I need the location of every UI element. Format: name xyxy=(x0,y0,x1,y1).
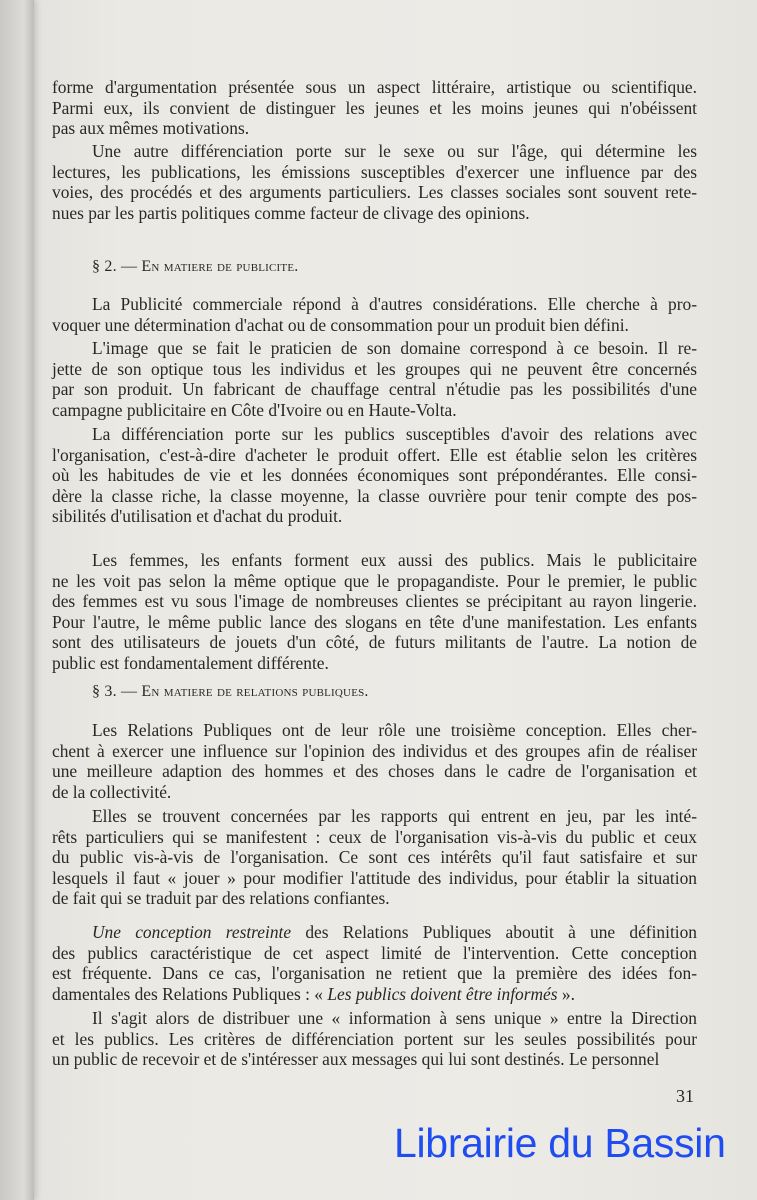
text-line: sont des utilisateurs de jouets d'un côté, de futurs militants de l'autre. La notion de xyxy=(52,632,697,653)
text-line: jette de son optique tous les individus et les groupes qui ne peuvent être concernés xyxy=(52,358,697,379)
text-line: La différenciation porte sur les publics susceptibles d'avoir des relations avec xyxy=(92,424,697,444)
text-line: des femmes est vu sous l'image de nombreuses clientes se précipitant au rayon lingerie. xyxy=(52,591,697,612)
text-line: Les Relations Publiques ont de leur rôle une troisième conception. Elles cher- xyxy=(92,720,697,740)
text-line: nues par les partis politiques comme facteur de clivage des opinions. xyxy=(52,202,530,223)
text-line: Les femmes, les enfants forment eux aussi des publics. Mais le publicitaire xyxy=(92,550,697,570)
section-heading-publicite: § 2. — En matiere de publicite. xyxy=(92,258,299,275)
italic-text: Les publics doivent être informés xyxy=(327,983,558,1004)
text-segment: des Relations Publiques aboutit à une définition xyxy=(291,922,697,942)
section-heading-relations-publiques: § 3. — En matiere de relations publiques. xyxy=(92,683,369,700)
text-line: l'organisation, c'est-à-dire d'acheter le produit offert. Elle est établie selon les critères xyxy=(52,444,697,465)
text-line: un public de recevoir et de s'intéresser aux messages qui lui sont destinés. Le personnel xyxy=(52,1049,660,1070)
text-line: où les habitudes de vie et les données économiques sont prépondérantes. Elle consi- xyxy=(52,465,697,486)
text-line: voies, des procédés et des arguments particuliers. Les classes sociales sont souvent rete- xyxy=(52,182,697,203)
text-line: de la collectivité. xyxy=(52,781,172,802)
paragraph xyxy=(52,806,697,909)
text-line: pas aux mêmes motivations. xyxy=(52,118,250,139)
text-line: rêts particuliers qui se manifestent : ceux de l'organisation vis-à-vis du public et ceux xyxy=(52,826,697,847)
text-segment: damentales des Relations Publiques : « xyxy=(52,983,328,1004)
text-line: chent à exercer une influence sur l'opinion des individus et des groupes afin de réaliser xyxy=(52,740,697,761)
paragraph xyxy=(52,338,697,420)
paragraph xyxy=(52,77,697,139)
text-line: est fréquente. Dans ce cas, l'organisation ne retient que la première des idées fon- xyxy=(52,963,697,984)
text-line: lectures, les publications, les émissions susceptibles d'exercer une influence par des xyxy=(52,161,697,182)
text-line: Une autre différenciation porte sur le sexe ou sur l'âge, qui détermine les xyxy=(92,141,697,161)
text-line: des publics caractéristique de cet aspect limité de l'intervention. Cette conception xyxy=(52,942,697,963)
text-line: Pour l'autre, le même public lance des slogans en tête d'une manifestation. Les enfants xyxy=(52,611,697,632)
paragraph xyxy=(52,720,697,802)
paragraph xyxy=(52,1008,697,1070)
text-line: une meilleure adaption des hommes et des choses dans le cadre de l'organisation et xyxy=(52,761,697,782)
watermark: Librairie du Bassin xyxy=(394,1120,726,1166)
italic-text: Une conception restreinte xyxy=(92,922,292,942)
text-line: dère la classe riche, la classe moyenne, la classe ouvrière pour tenir compte des pos- xyxy=(52,485,697,506)
text-line: Il s'agit alors de distribuer une « information à sens unique » entre la Direction xyxy=(92,1008,697,1028)
text-line: public est fondamentalement différente. xyxy=(52,652,329,673)
text-line: L'image que se fait le praticien de son domaine correspond à ce besoin. Il re- xyxy=(92,338,697,358)
text-line: par son produit. Un fabricant de chauffage central n'étudie pas les possibilités d'une xyxy=(52,379,697,400)
text-line: lesquels il faut « jouer » pour modifier l'attitude des individus, pour établir la situation xyxy=(52,867,697,888)
text-line: campagne publicitaire en Côte d'Ivoire ou en Haute-Volta. xyxy=(52,399,457,420)
text-line: du public vis-à-vis de l'organisation. Ce sont ces intérêts qu'il faut satisfaire et sur xyxy=(52,847,697,868)
text-line: de fait qui se traduit par des relations confiantes. xyxy=(52,888,390,909)
text-line: ne les voit pas selon la même optique que le propagandiste. Pour le premier, le public xyxy=(52,570,697,591)
text-line xyxy=(52,984,697,1005)
text-line: voquer une détermination d'achat ou de consommation pour un produit bien défini. xyxy=(52,314,629,335)
paragraph xyxy=(52,550,697,674)
text-line: La Publicité commerciale répond à d'autres considérations. Elle cherche à pro- xyxy=(92,294,697,314)
text-line xyxy=(52,922,697,943)
text-line: forme d'argumentation présentée sous un aspect littéraire, artistique ou scientifique. xyxy=(52,77,697,97)
paragraph xyxy=(52,922,697,1004)
paragraph xyxy=(52,141,697,223)
text-line: sibilités d'utilisation et d'achat du produit. xyxy=(52,506,343,527)
page-number: 31 xyxy=(676,1086,694,1106)
text-line: et les publics. Les critères de différenciation portent sur les seules possibilités pour xyxy=(52,1028,697,1049)
text-line: Parmi eux, ils convient de distinguer les jeunes et les moins jeunes qui n'obéissent xyxy=(52,97,697,118)
paragraph xyxy=(52,294,697,335)
previous-page-edge xyxy=(0,0,34,1200)
text-line: Elles se trouvent concernées par les rapports qui entrent en jeu, par les inté- xyxy=(92,806,697,826)
text-segment: ». xyxy=(557,983,575,1004)
paragraph xyxy=(52,424,697,527)
